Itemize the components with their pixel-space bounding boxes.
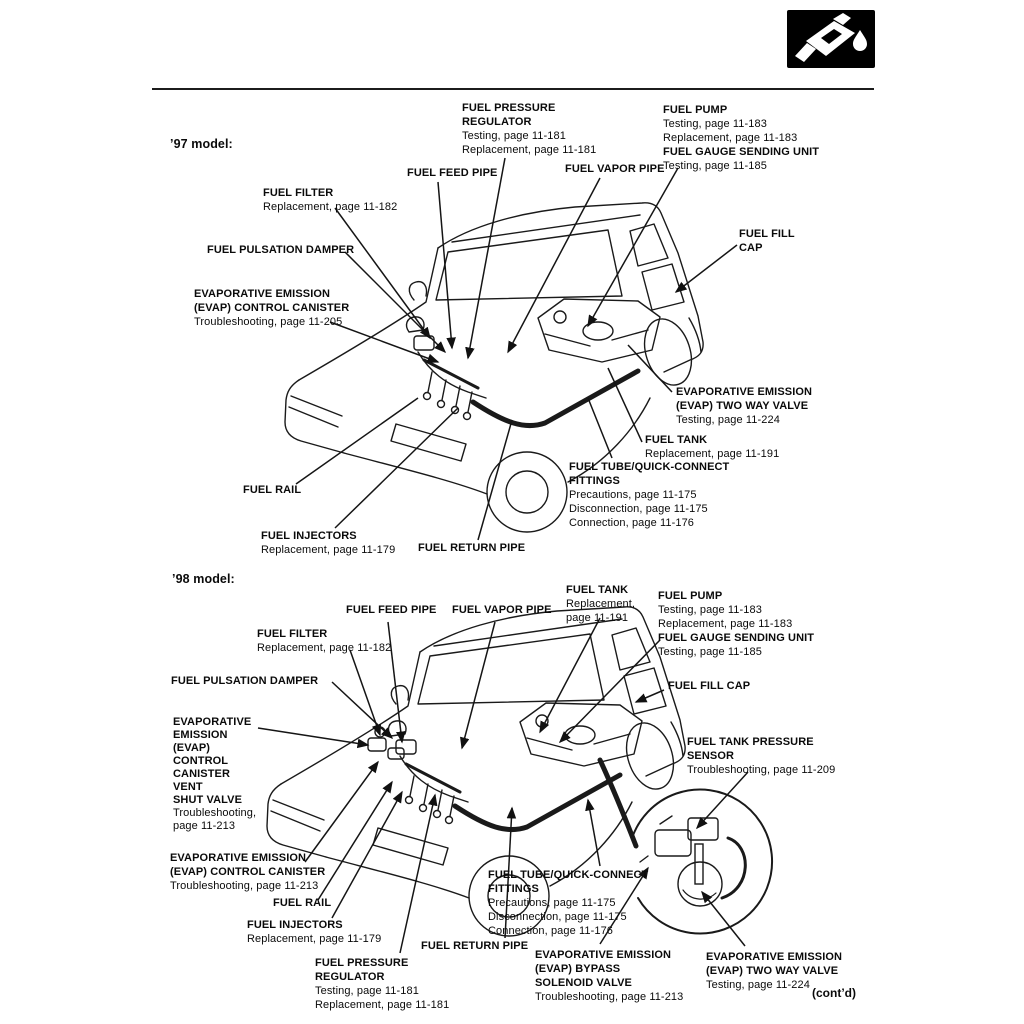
label-line: Precautions, page 11-175 — [488, 897, 616, 909]
label-evap-two-way-valve-97 — [676, 385, 812, 427]
label-line: Testing, page 11-181 — [315, 985, 419, 997]
label-line: (EVAP) — [173, 742, 211, 754]
label-line: Troubleshooting, — [173, 807, 257, 819]
label-fuel-injectors-97 — [261, 529, 395, 557]
label-line: FUEL GAUGE SENDING UNIT — [658, 632, 815, 644]
label-line: EVAPORATIVE EMISSION — [170, 852, 307, 864]
label-line: (EVAP) CONTROL CANISTER — [170, 866, 326, 878]
label-evap-control-canister-97 — [194, 287, 349, 329]
label-line: (EVAP) TWO WAY VALVE — [706, 965, 839, 977]
label-evap-bypass-solenoid-valve-98 — [535, 948, 683, 1004]
label-line: Testing, page 11-183 — [658, 604, 762, 616]
label-line: FUEL INJECTORS — [247, 919, 343, 931]
label-line: FUEL FILTER — [257, 628, 328, 640]
label-fuel-fill-cap-98: FUEL FILL CAP — [668, 680, 751, 692]
label-fuel-return-pipe-97: FUEL RETURN PIPE — [418, 542, 526, 554]
label-fuel-tube-fittings-98 — [488, 868, 648, 938]
label-line: SENSOR — [687, 750, 735, 762]
label-line: Replacement, page 11-179 — [247, 933, 382, 945]
label-line: Replacement, page 11-183 — [663, 132, 798, 144]
label-line: Troubleshooting, page 11-209 — [687, 764, 836, 776]
fuel-nozzle-glyph — [787, 10, 875, 68]
label-fuel-filter-98 — [257, 627, 391, 655]
label-line: FUEL PUMP — [658, 590, 723, 602]
label-line: FUEL TUBE/QUICK-CONNECT — [488, 869, 649, 881]
label-line: EVAPORATIVE EMISSION — [676, 386, 813, 398]
section-title-97: ’97 model: — [170, 137, 233, 151]
label-line: page 11-191 — [566, 612, 629, 624]
label-line: Replacement, — [566, 598, 636, 610]
label-fuel-return-pipe-98: FUEL RETURN PIPE — [421, 940, 529, 952]
label-line: (EVAP) CONTROL CANISTER — [194, 302, 350, 314]
label-line: CAP — [739, 242, 763, 254]
label-fuel-vapor-pipe-97: FUEL VAPOR PIPE — [565, 163, 665, 175]
label-line: Replacement, page 11-182 — [263, 201, 398, 213]
label-fuel-feed-pipe-98: FUEL FEED PIPE — [346, 604, 437, 616]
label-line: Troubleshooting, page 11-213 — [535, 991, 684, 1003]
label-fuel-rail-97: FUEL RAIL — [243, 484, 302, 496]
label-line: Connection, page 11-176 — [569, 517, 695, 529]
label-fuel-pulsation-damper-98: FUEL PULSATION DAMPER — [171, 675, 319, 687]
label-line: FUEL TANK — [645, 434, 708, 446]
label-line: SOLENOID VALVE — [535, 977, 632, 989]
label-line: FUEL GAUGE SENDING UNIT — [663, 146, 820, 158]
label-evap-control-canister-98 — [170, 851, 325, 893]
label-evap-vent-shut-valve-98 — [173, 716, 256, 833]
label-line: Replacement, page 11-181 — [315, 999, 450, 1011]
label-line: EVAPORATIVE — [173, 716, 252, 728]
label-line: Testing, page 11-185 — [658, 646, 762, 658]
label-line: FUEL FILL — [739, 228, 795, 240]
label-fuel-filter-97 — [263, 186, 397, 214]
label-line: Testing, page 11-183 — [663, 118, 767, 130]
label-fuel-pump-98 — [658, 589, 814, 659]
label-fuel-fill-cap-97 — [739, 227, 795, 255]
label-line: FUEL TUBE/QUICK-CONNECT — [569, 461, 730, 473]
label-line: Troubleshooting, page 11-213 — [170, 880, 319, 892]
label-line: FUEL TANK — [566, 584, 629, 596]
label-line: Replacement, page 11-182 — [257, 642, 392, 654]
label-fuel-tank-97 — [645, 433, 779, 461]
fuel-nozzle-icon — [787, 10, 875, 68]
label-line: EVAPORATIVE EMISSION — [194, 288, 331, 300]
label-fuel-tank-pressure-sensor-98 — [687, 735, 835, 777]
label-fuel-injectors-98 — [247, 918, 381, 946]
label-line: Replacement, page 11-179 — [261, 544, 396, 556]
label-line: FITTINGS — [569, 475, 620, 487]
label-fuel-pulsation-damper-97: FUEL PULSATION DAMPER — [207, 244, 355, 256]
label-line: Replacement, page 11-183 — [658, 618, 793, 630]
label-line: FUEL INJECTORS — [261, 530, 357, 542]
label-line: page 11-213 — [173, 820, 236, 832]
label-fuel-vapor-pipe-98: FUEL VAPOR PIPE — [452, 604, 552, 616]
contd-note: (cont’d) — [812, 986, 856, 1000]
label-line: REGULATOR — [462, 116, 532, 128]
label-line: Disconnection, page 11-175 — [569, 503, 708, 515]
label-fuel-pressure-regulator-97 — [462, 101, 596, 157]
section-title-98: ’98 model: — [172, 572, 235, 586]
label-line: Testing, page 11-181 — [462, 130, 566, 142]
label-fuel-pump-97 — [663, 103, 819, 173]
label-line: CONTROL — [173, 755, 229, 767]
label-line: REGULATOR — [315, 971, 385, 983]
label-line: Connection, page 11-176 — [488, 925, 614, 937]
label-line: EMISSION — [173, 729, 228, 741]
label-line: Testing, page 11-224 — [706, 979, 810, 991]
label-line: (EVAP) BYPASS — [535, 963, 621, 975]
label-line: FUEL PRESSURE — [462, 102, 556, 114]
label-line: FUEL FILTER — [263, 187, 334, 199]
label-line: (EVAP) TWO WAY VALVE — [676, 400, 809, 412]
label-fuel-feed-pipe-97: FUEL FEED PIPE — [407, 167, 498, 179]
label-line: FUEL PRESSURE — [315, 957, 409, 969]
label-fuel-tank-98 — [566, 583, 635, 625]
label-line: FUEL PUMP — [663, 104, 728, 116]
label-line: SHUT VALVE — [173, 794, 243, 806]
label-line: FUEL TANK PRESSURE — [687, 736, 814, 748]
label-line: Testing, page 11-185 — [663, 160, 767, 172]
label-line: EVAPORATIVE EMISSION — [706, 951, 843, 963]
label-line: Precautions, page 11-175 — [569, 489, 697, 501]
label-line: Replacement, page 11-191 — [645, 448, 780, 460]
label-fuel-rail-98: FUEL RAIL — [273, 897, 332, 909]
label-line: FITTINGS — [488, 883, 539, 895]
label-fuel-pressure-regulator-98 — [315, 956, 449, 1012]
label-line: Disconnection, page 11-175 — [488, 911, 627, 923]
label-line: CANISTER — [173, 768, 231, 780]
label-fuel-tube-fittings-97 — [569, 460, 729, 530]
label-line: Troubleshooting, page 11-205 — [194, 316, 343, 328]
label-line: EVAPORATIVE EMISSION — [535, 949, 672, 961]
header-rule — [152, 88, 874, 90]
label-line: VENT — [173, 781, 203, 793]
label-line: Replacement, page 11-181 — [462, 144, 597, 156]
label-line: Testing, page 11-224 — [676, 414, 780, 426]
